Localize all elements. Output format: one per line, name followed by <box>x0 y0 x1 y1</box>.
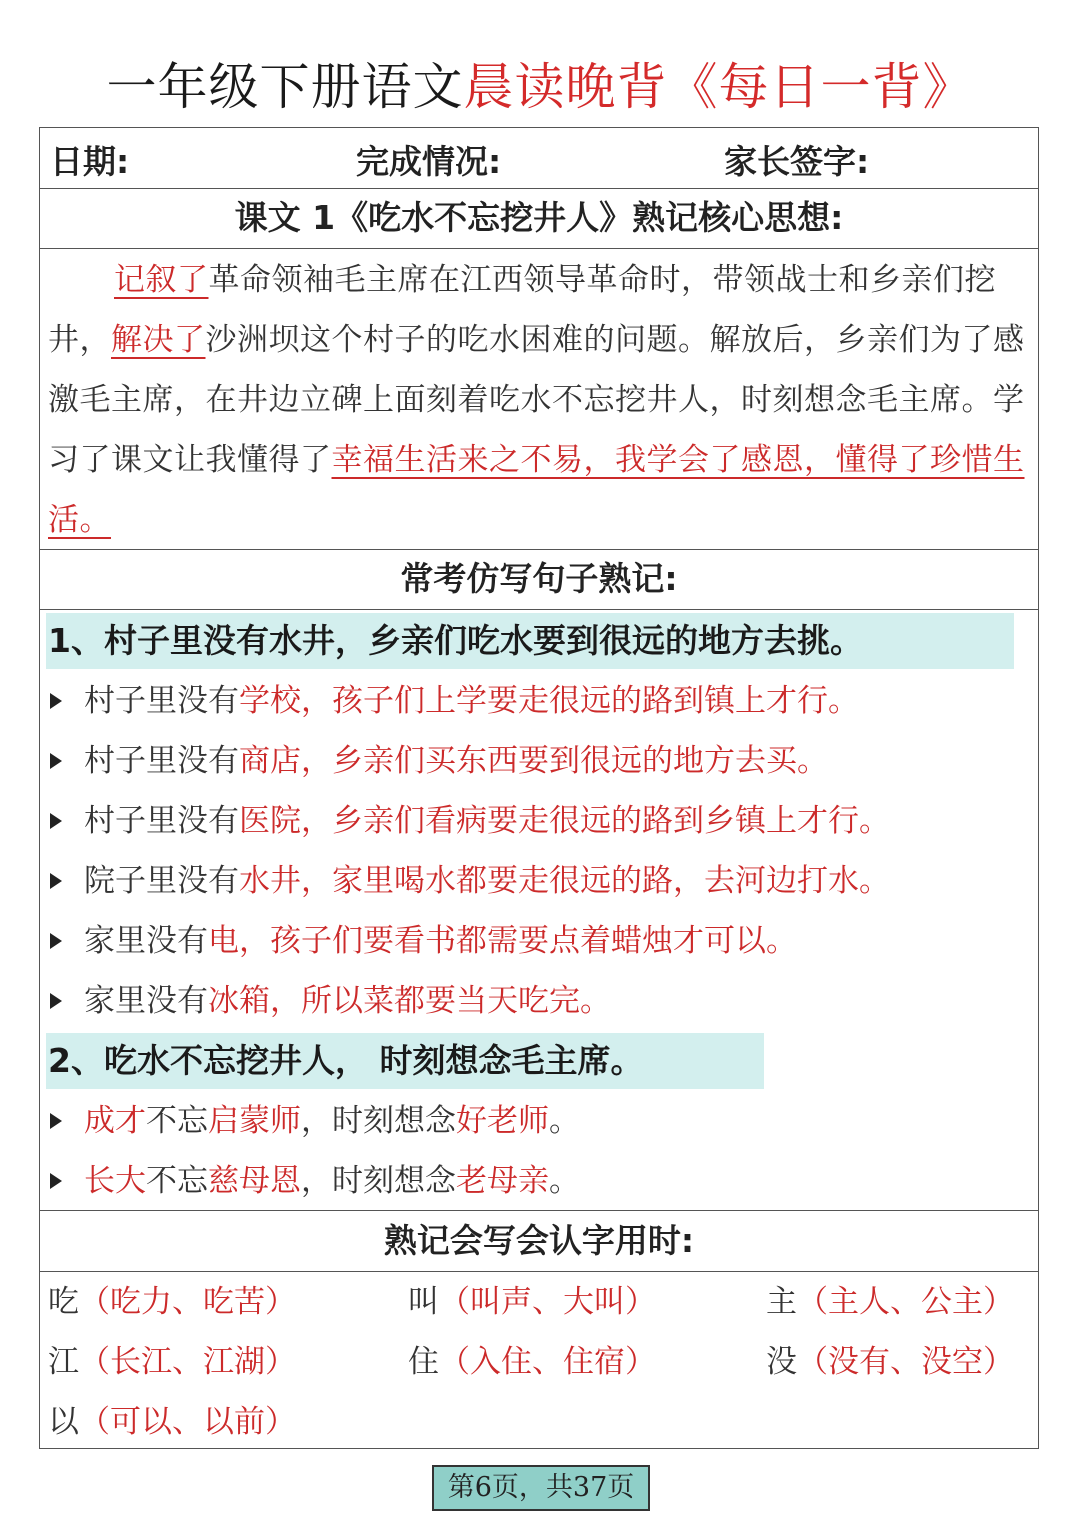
list-item: 长大不忘慈母恩，时刻想念老母亲。 <box>50 1151 580 1211</box>
model-sentence-2: 2、吃水不忘挖井人， 时刻想念毛主席。 <box>46 1033 764 1089</box>
summary-text-1: 革命领袖毛主席在江西领导革命时，带领战士和乡亲们挖井， <box>48 262 996 358</box>
date-label: 日期: <box>50 142 130 181</box>
summary-highlight-1: 记叙了 <box>114 262 209 298</box>
list-item: 村子里没有学校，孩子们上学要走很远的路到镇上才行。 <box>50 671 859 731</box>
list-item: 院子里没有水井，家里喝水都要走很远的路，去河边打水。 <box>50 851 890 911</box>
summary-cell <box>40 248 1038 550</box>
char-entry: 以（可以、以前） <box>48 1404 296 1440</box>
list-item: 家里没有冰箱，所以菜都要当天吃完。 <box>50 971 611 1031</box>
page-number-badge: 第6页，共37页 <box>432 1465 650 1511</box>
page-title <box>0 52 1080 122</box>
summary-highlight-2: 解决了 <box>111 322 206 358</box>
char-entry: 住（入住、住宿） <box>408 1344 656 1380</box>
title-subject: 晨读晚背《每日一背》 <box>463 58 974 116</box>
char-entry: 吃（吃力、吃苦） <box>48 1284 296 1320</box>
list-item: 村子里没有医院，乡亲们看病要走很远的路到乡镇上才行。 <box>50 791 890 851</box>
imitation-cell <box>40 610 1038 1211</box>
model-sentence-1: 1、村子里没有水井，乡亲们吃水要到很远的地方去挑。 <box>46 613 1014 669</box>
status-label: 完成情况: <box>356 142 502 181</box>
char-entry: 叫（叫声、大叫） <box>408 1284 656 1320</box>
parent-sign-label: 家长签字: <box>724 142 870 181</box>
char-entry: 江（长江、江湖） <box>48 1344 296 1380</box>
imitation-heading: 常考仿写句子熟记: <box>40 550 1038 610</box>
summary-text-2: 沙洲坝这个村子的吃水困难的问题。解放后，乡亲们为了感激毛主席，在井边立碑上面刻着吃水不忘挖井人，时刻想念毛主席。学习了课文让我懂得了 <box>48 322 1025 478</box>
list-item: 村子里没有商店，乡亲们买东西要到很远的地方去买。 <box>50 731 828 791</box>
list-item: 成才不忘启蒙师，时刻想念好老师。 <box>50 1091 580 1151</box>
worksheet-table <box>39 127 1039 1449</box>
title-grade: 一年级下册语文 <box>106 58 464 116</box>
summary-highlight-3: 幸福生活来之不易，我学会了感恩，懂得了珍惜生活。 <box>48 442 1025 538</box>
lesson-heading: 课文 1《吃水不忘挖井人》熟记核心思想: <box>40 189 1038 249</box>
words-heading: 熟记会写会认字用时: <box>40 1211 1038 1272</box>
info-row <box>40 128 1038 189</box>
char-entry: 主（主人、公主） <box>766 1284 1014 1320</box>
char-entry: 没（没有、没空） <box>766 1344 1014 1380</box>
list-item: 家里没有电，孩子们要看书都需要点着蜡烛才可以。 <box>50 911 797 971</box>
